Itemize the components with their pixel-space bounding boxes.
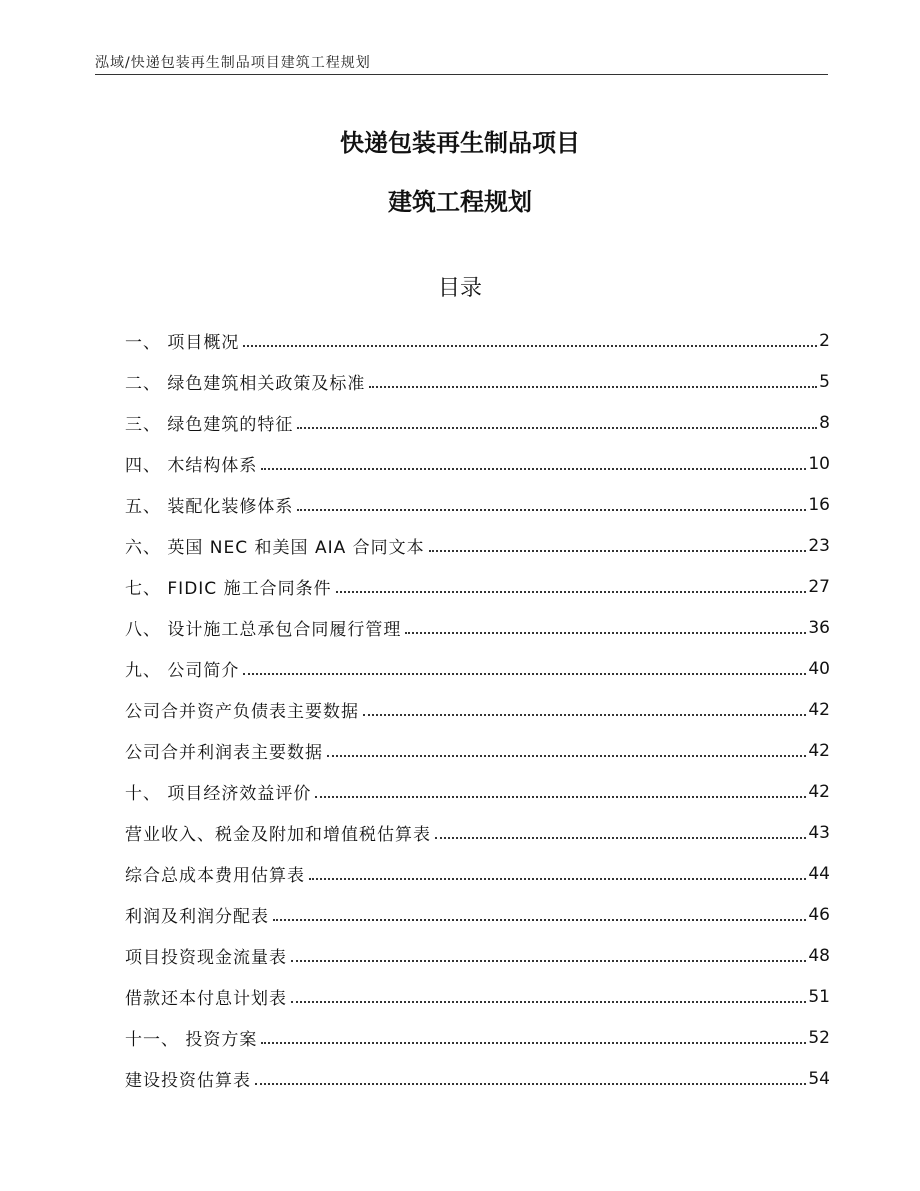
toc-entry-page: 2 (819, 330, 830, 351)
toc-entry-page: 43 (808, 822, 830, 843)
toc-heading: 目录 (437, 276, 482, 301)
toc-entry-page: 42 (808, 699, 830, 720)
toc-entry-page: 44 (808, 863, 830, 884)
toc-entry-label: 一、 项目概况 (125, 328, 241, 353)
toc-entry[interactable] (125, 443, 830, 484)
toc-dot-leader (243, 672, 806, 675)
toc-entry-label: 八、 设计施工总承包合同履行管理 (125, 615, 403, 640)
toc-entry[interactable] (125, 484, 830, 525)
toc-entry-label: 十、 项目经济效益评价 (125, 779, 313, 804)
toc-dot-leader (297, 508, 806, 511)
toc-entry-label: 借款还本付息计划表 (125, 984, 289, 1009)
toc-entry-label: 二、 绿色建筑相关政策及标准 (125, 369, 367, 394)
toc-entry[interactable] (125, 361, 830, 402)
table-of-contents (125, 320, 830, 1099)
toc-dot-leader (243, 344, 817, 347)
toc-dot-leader (369, 385, 817, 388)
toc-dot-leader (273, 918, 806, 921)
toc-entry-page: 40 (808, 658, 830, 679)
toc-entry-label: 六、 英国 NEC 和美国 AIA 合同文本 (125, 533, 427, 558)
toc-entry[interactable] (125, 689, 830, 730)
toc-entry-page: 52 (808, 1027, 830, 1048)
toc-entry-page: 16 (808, 494, 830, 515)
toc-dot-leader (255, 1082, 806, 1085)
toc-dot-leader (297, 426, 817, 429)
toc-dot-leader (327, 754, 806, 757)
toc-entry[interactable] (125, 648, 830, 689)
toc-entry-page: 27 (808, 576, 830, 597)
toc-entry[interactable] (125, 894, 830, 935)
toc-entry-label: 综合总成本费用估算表 (125, 861, 307, 886)
toc-entry-label: 三、 绿色建筑的特征 (125, 410, 295, 435)
toc-entry-page: 48 (808, 945, 830, 966)
toc-entry-page: 36 (808, 617, 830, 638)
toc-entry-label: 十一、 投资方案 (125, 1025, 259, 1050)
document-title-line-1: 快递包装再生制品项目 (340, 129, 580, 157)
toc-entry-label: 九、 公司简介 (125, 656, 241, 681)
toc-entry-page: 8 (819, 412, 830, 433)
toc-dot-leader (315, 795, 806, 798)
toc-entry[interactable] (125, 935, 830, 976)
running-header: 泓域/快递包装再生制品项目建筑工程规划 (95, 55, 371, 71)
toc-dot-leader (405, 631, 806, 634)
toc-entry[interactable] (125, 402, 830, 443)
toc-entry-page: 5 (819, 371, 830, 392)
toc-entry-label: 公司合并利润表主要数据 (125, 738, 325, 763)
toc-entry[interactable] (125, 320, 830, 361)
toc-entry-label: 利润及利润分配表 (125, 902, 271, 927)
toc-dot-leader (291, 959, 806, 962)
toc-entry[interactable] (125, 976, 830, 1017)
toc-dot-leader (363, 713, 806, 716)
toc-entry-page: 46 (808, 904, 830, 925)
toc-entry[interactable] (125, 771, 830, 812)
toc-entry-page: 54 (808, 1068, 830, 1089)
toc-entry[interactable] (125, 730, 830, 771)
document-title-line-2: 建筑工程规划 (388, 188, 532, 216)
toc-entry-page: 42 (808, 740, 830, 761)
toc-dot-leader (435, 836, 806, 839)
toc-entry[interactable] (125, 1058, 830, 1099)
header-rule (95, 74, 828, 75)
toc-entry-page: 10 (808, 453, 830, 474)
toc-entry-page: 42 (808, 781, 830, 802)
toc-entry-page: 23 (808, 535, 830, 556)
toc-dot-leader (291, 1000, 806, 1003)
toc-entry-label: 四、 木结构体系 (125, 451, 259, 476)
toc-dot-leader (309, 877, 806, 880)
toc-entry[interactable] (125, 853, 830, 894)
toc-entry-label: 营业收入、税金及附加和增值税估算表 (125, 820, 433, 845)
toc-entry-page: 51 (808, 986, 830, 1007)
toc-entry[interactable] (125, 812, 830, 853)
toc-dot-leader (429, 549, 807, 552)
toc-entry-label: 五、 装配化装修体系 (125, 492, 295, 517)
toc-entry[interactable] (125, 1017, 830, 1058)
toc-entry-label: 公司合并资产负债表主要数据 (125, 697, 361, 722)
toc-entry[interactable] (125, 566, 830, 607)
toc-dot-leader (261, 1041, 806, 1044)
toc-entry-label: 建设投资估算表 (125, 1066, 253, 1091)
toc-dot-leader (336, 590, 807, 593)
toc-entry-label: 七、 FIDIC 施工合同条件 (125, 574, 334, 599)
toc-entry[interactable] (125, 607, 830, 648)
toc-dot-leader (261, 467, 806, 470)
toc-entry[interactable] (125, 525, 830, 566)
toc-entry-label: 项目投资现金流量表 (125, 943, 289, 968)
